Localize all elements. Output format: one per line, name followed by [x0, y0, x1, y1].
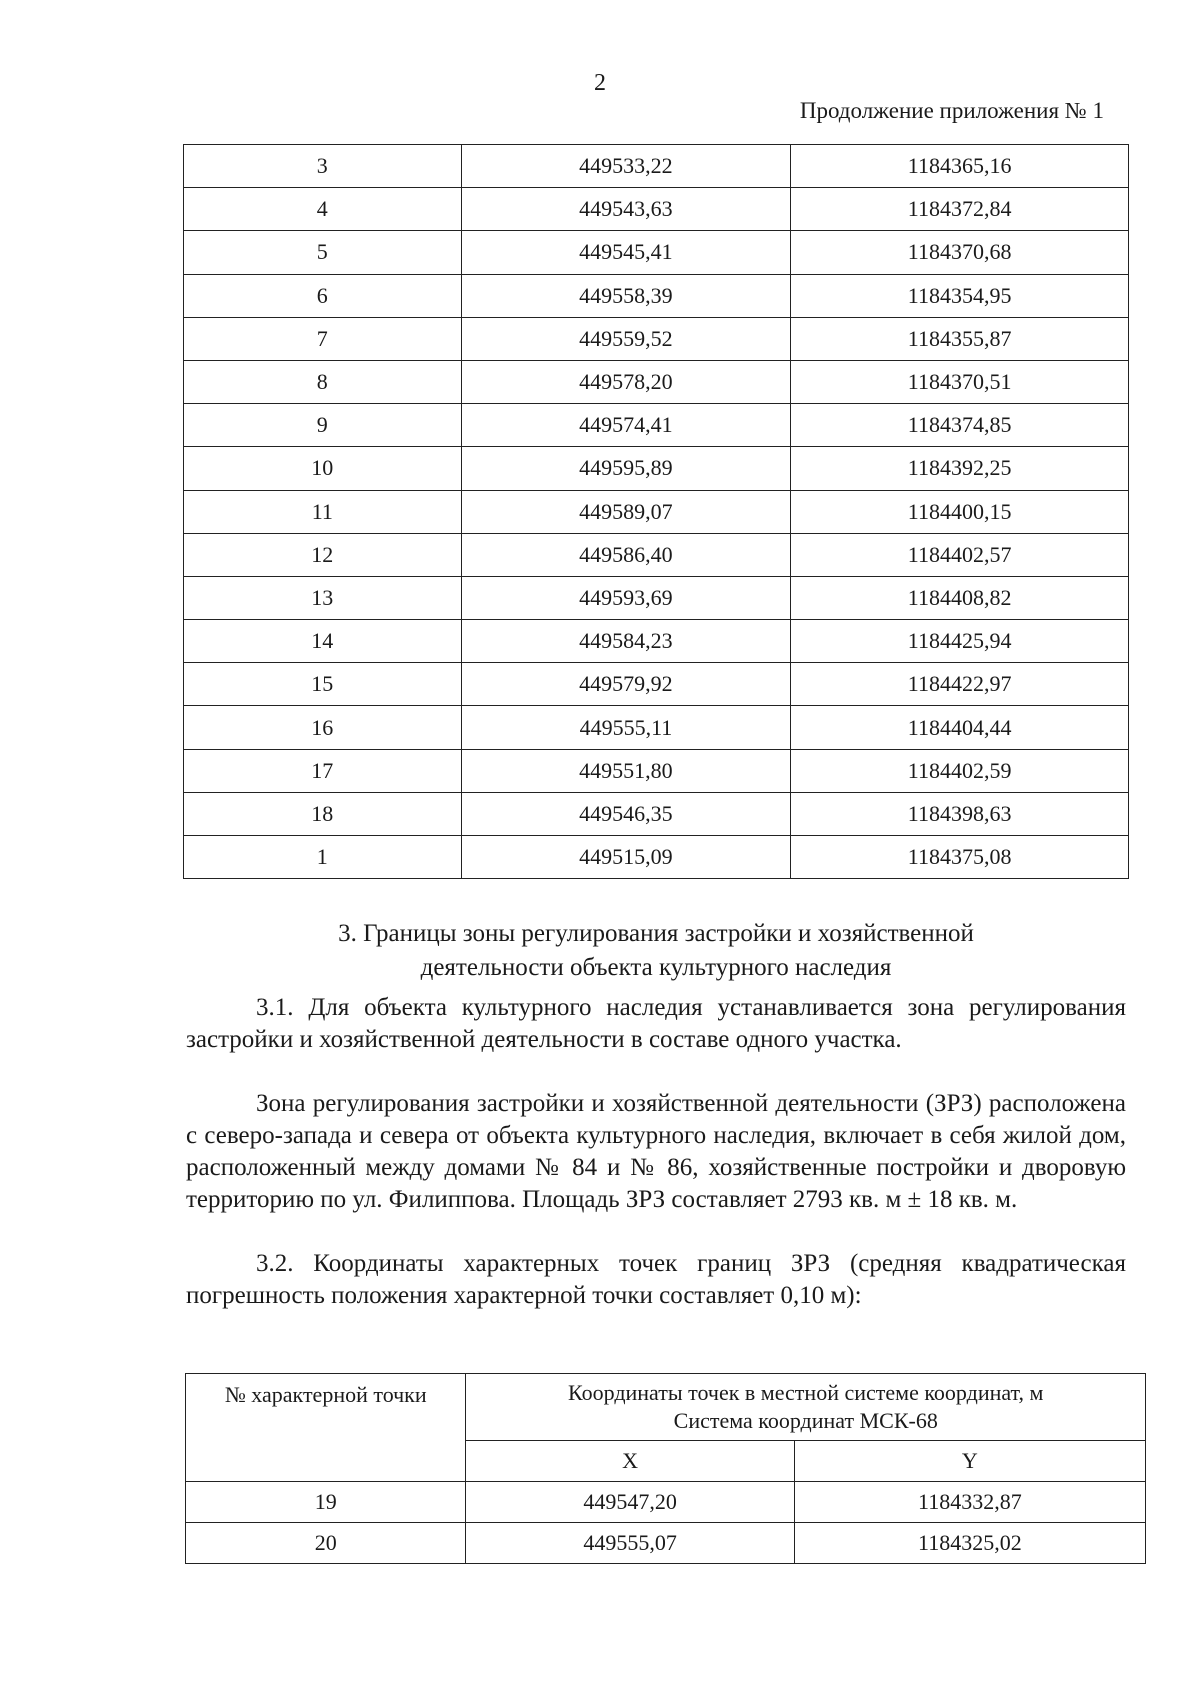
point-number-cell: 16: [184, 706, 462, 749]
point-number-cell: 4: [184, 188, 462, 231]
section-title-line-2: деятельности объекта культурного наследия: [420, 954, 892, 981]
table-row: [184, 317, 1129, 360]
x-coordinate-cell: 449546,35: [461, 792, 791, 835]
x-coordinate-cell: 449543,63: [461, 188, 791, 231]
header-coordinates-line-2: Система координат МСК-68: [673, 1408, 938, 1433]
point-number-cell: 15: [184, 663, 462, 706]
point-number-cell: 14: [184, 620, 462, 663]
point-number-cell: 9: [184, 404, 462, 447]
y-coordinate-cell: 1184402,57: [791, 533, 1129, 576]
table-row: [186, 1523, 1146, 1564]
point-number-cell: 8: [184, 360, 462, 403]
x-coordinate-cell: 449595,89: [461, 447, 791, 490]
table-row: [184, 792, 1129, 835]
x-coordinate-cell: 449545,41: [461, 231, 791, 274]
table-row: [184, 188, 1129, 231]
y-coordinate-cell: 1184425,94: [791, 620, 1129, 663]
point-number-cell: 13: [184, 576, 462, 619]
page-number: 2: [594, 70, 606, 96]
y-coordinate-cell: 1184400,15: [791, 490, 1129, 533]
point-number-cell: 5: [184, 231, 462, 274]
header-x: X: [466, 1441, 794, 1482]
table-row: [184, 274, 1129, 317]
x-coordinate-cell: 449579,92: [461, 663, 791, 706]
paragraph-3-1: 3.1. Для объекта культурного наследия устанавливается зона регулирования застройки и хозяйственной деятельности в составе одного участка.: [186, 994, 1126, 1053]
table-row: [184, 663, 1129, 706]
point-number-cell: 10: [184, 447, 462, 490]
y-coordinate-cell: 1184370,51: [791, 360, 1129, 403]
table-row: [184, 404, 1129, 447]
point-number-cell: 1: [184, 836, 462, 879]
y-coordinate-cell: 1184354,95: [791, 274, 1129, 317]
x-coordinate-cell: 449547,20: [466, 1482, 794, 1523]
table-row: [186, 1482, 1146, 1523]
table-header-row: [186, 1374, 1146, 1441]
x-coordinate-cell: 449555,07: [466, 1523, 794, 1564]
paragraph-zrz-description: Зона регулирования застройки и хозяйственной деятельности (ЗРЗ) расположена с северо-запада и севера от объекта культурного наследия, включает в себя жилой дом, расположенный между домами № 84 и № 86, хозяйственные постройки и дворовую территорию по ул. Филиппова. Площадь ЗРЗ составляет 2793 кв. м ± 18 кв. м.: [186, 1090, 1126, 1213]
y-coordinate-cell: 1184398,63: [791, 792, 1129, 835]
coordinates-table-continued: [183, 144, 1129, 879]
header-y: Y: [794, 1441, 1145, 1482]
table-row: [184, 749, 1129, 792]
table-row: [184, 447, 1129, 490]
table-row: [184, 145, 1129, 188]
zrz-coordinates-table: [185, 1373, 1146, 1564]
section-3-title: [183, 917, 1129, 985]
x-coordinate-cell: 449555,11: [461, 706, 791, 749]
x-coordinate-cell: 449574,41: [461, 404, 791, 447]
point-number-cell: 20: [186, 1523, 466, 1564]
point-number-cell: 17: [184, 749, 462, 792]
header-point-number: № характерной точки: [186, 1374, 466, 1482]
y-coordinate-cell: 1184355,87: [791, 317, 1129, 360]
section-title-line-1: 3. Границы зоны регулирования застройки и хозяйственной: [338, 920, 974, 947]
x-coordinate-cell: 449578,20: [461, 360, 791, 403]
table-row: [184, 576, 1129, 619]
header-coordinates: [466, 1374, 1146, 1441]
y-coordinate-cell: 1184374,85: [791, 404, 1129, 447]
table-row: [184, 706, 1129, 749]
table-row: [184, 836, 1129, 879]
point-number-cell: 3: [184, 145, 462, 188]
x-coordinate-cell: 449533,22: [461, 145, 791, 188]
point-number-cell: 18: [184, 792, 462, 835]
table-row: [184, 490, 1129, 533]
y-coordinate-cell: 1184332,87: [794, 1482, 1145, 1523]
x-coordinate-cell: 449515,09: [461, 836, 791, 879]
header-coordinates-line-1: Координаты точек в местной системе координат, м: [568, 1380, 1044, 1405]
x-coordinate-cell: 449551,80: [461, 749, 791, 792]
table-row: [184, 533, 1129, 576]
table-row: [184, 620, 1129, 663]
y-coordinate-cell: 1184422,97: [791, 663, 1129, 706]
y-coordinate-cell: 1184404,44: [791, 706, 1129, 749]
x-coordinate-cell: 449586,40: [461, 533, 791, 576]
x-coordinate-cell: 449559,52: [461, 317, 791, 360]
y-coordinate-cell: 1184365,16: [791, 145, 1129, 188]
y-coordinate-cell: 1184372,84: [791, 188, 1129, 231]
paragraph-3-2: 3.2. Координаты характерных точек границ ЗРЗ (средняя квадратическая погрешность положения характерной точки составляет 0,10 м):: [186, 1250, 1126, 1309]
point-number-cell: 12: [184, 533, 462, 576]
x-coordinate-cell: 449558,39: [461, 274, 791, 317]
point-number-cell: 6: [184, 274, 462, 317]
point-number-cell: 7: [184, 317, 462, 360]
table-row: [184, 231, 1129, 274]
y-coordinate-cell: 1184370,68: [791, 231, 1129, 274]
y-coordinate-cell: 1184325,02: [794, 1523, 1145, 1564]
x-coordinate-cell: 449589,07: [461, 490, 791, 533]
y-coordinate-cell: 1184402,59: [791, 749, 1129, 792]
point-number-cell: 19: [186, 1482, 466, 1523]
y-coordinate-cell: 1184375,08: [791, 836, 1129, 879]
x-coordinate-cell: 449593,69: [461, 576, 791, 619]
x-coordinate-cell: 449584,23: [461, 620, 791, 663]
point-number-cell: 11: [184, 490, 462, 533]
table-row: [184, 360, 1129, 403]
y-coordinate-cell: 1184392,25: [791, 447, 1129, 490]
y-coordinate-cell: 1184408,82: [791, 576, 1129, 619]
appendix-continuation-note: Продолжение приложения № 1: [799, 98, 1104, 123]
